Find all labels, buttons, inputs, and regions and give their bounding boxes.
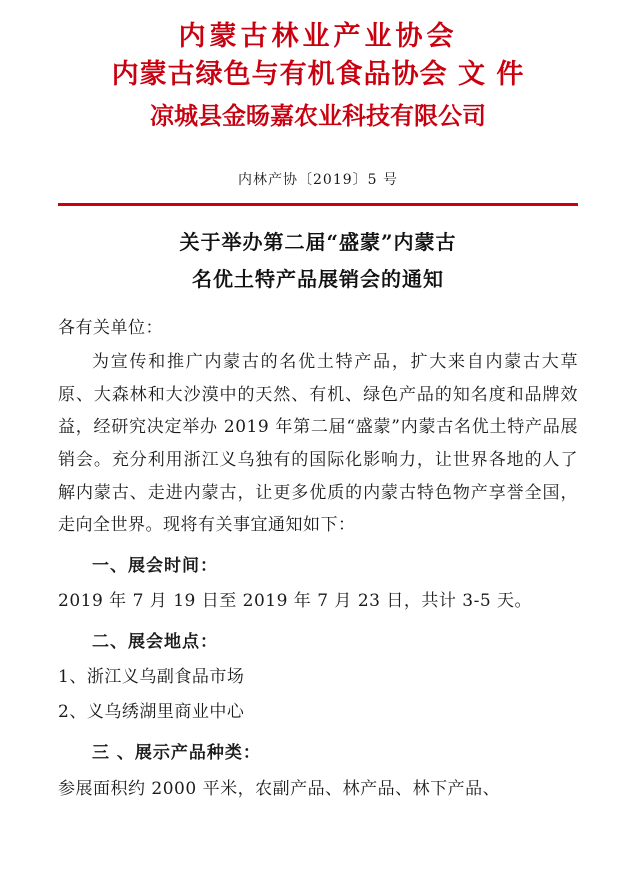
- body-paragraph-1: 为宣传和推广内蒙古的名优土特产品，扩大来自内蒙古大草原、大森林和大沙漠中的天然、有机、绿色产品的知名度和品牌效益，经研究决定举办 2019 年第二届“盛蒙”内蒙古名优土特产品展销会。充分利用浙江义乌独有的国际化影响力，让世界各地的人了解内蒙古、走进内蒙古，让更多优质的内蒙古特色物产享誉全国，走向全世界。现将有关事宜通知如下：: [58, 352, 578, 536]
- letterhead-line-2: 内蒙古绿色与有机食品协会 文 件: [111, 59, 525, 91]
- list-item-venue-2: 2、义乌绣湖里商业中心: [58, 702, 245, 723]
- letterhead: [58, 0, 578, 133]
- section-text-1: 2019 年 7 月 19 日至 2019 年 7 月 23 日，共计 3-5 天。: [58, 590, 533, 611]
- list-item-venue-1: 1、浙江义乌副食品市场: [58, 667, 245, 688]
- document-title: [58, 224, 578, 298]
- letterhead-line-1: 内蒙古林业产业协会: [178, 21, 458, 52]
- section-heading-1: 一、展会时间：: [92, 555, 218, 576]
- red-divider-rule: [58, 203, 578, 206]
- document-title-line-1: 关于举办第二届“盛蒙”内蒙古: [179, 229, 457, 254]
- salutation: 各有关单位：: [58, 317, 163, 338]
- letterhead-line-3: 凉城县金旸嘉农业科技有限公司: [150, 100, 486, 130]
- section-heading-3: 三 、展示产品种类：: [92, 743, 261, 764]
- section-heading-2: 二、展会地点：: [92, 632, 218, 653]
- document-number: 内林产协〔2019〕5 号: [238, 171, 398, 188]
- section-text-3: 参展面积约 2000 平米，农副产品、林产品、林下产品、: [58, 778, 501, 799]
- document-title-line-2: 名优土特产品展销会的通知: [192, 266, 444, 291]
